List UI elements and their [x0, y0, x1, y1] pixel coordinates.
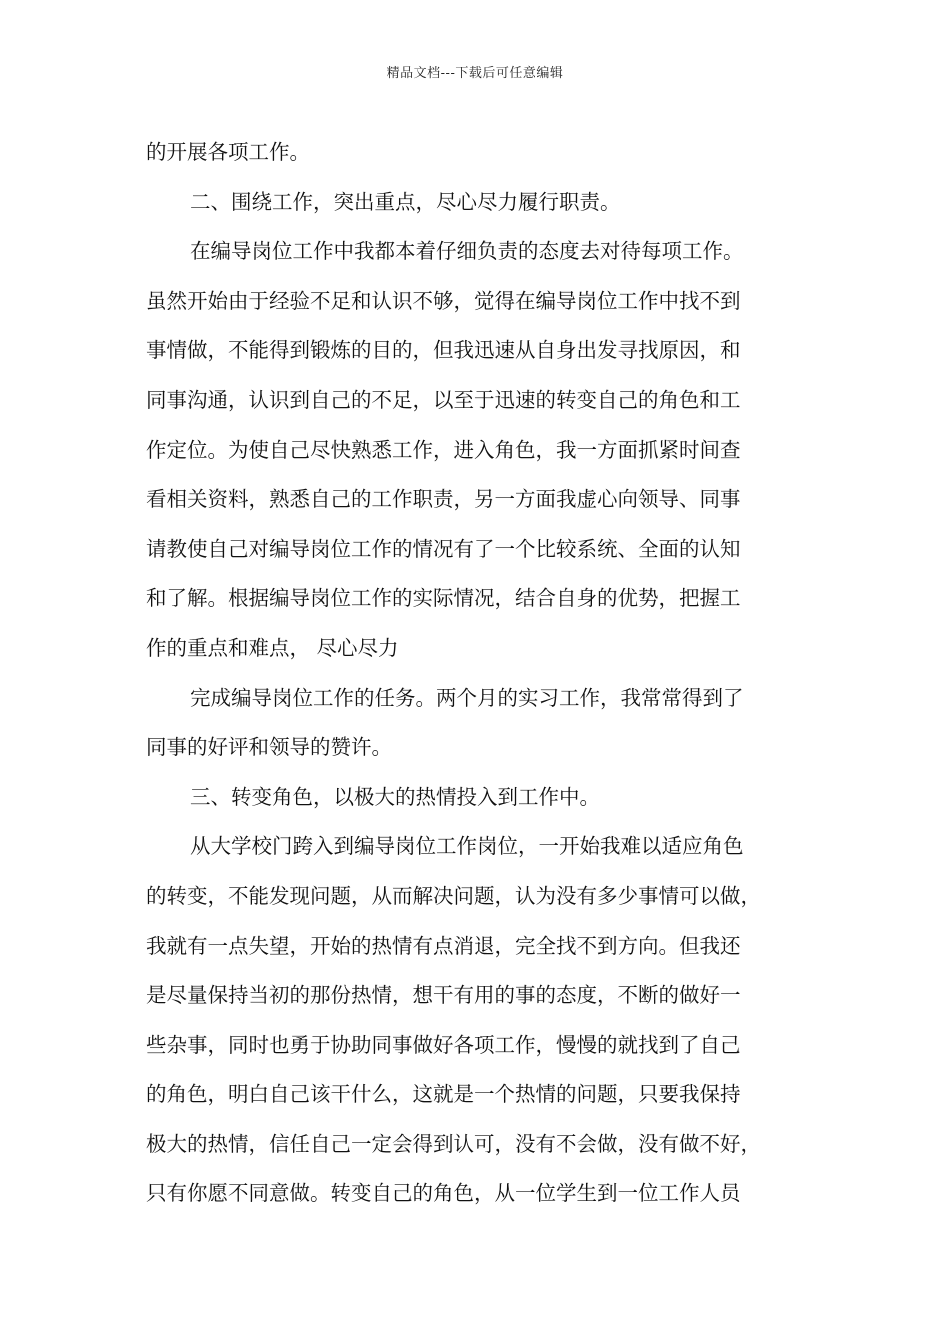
text-line: 请教使自己对编导岗位工作的情况有了一个比较系统、全面的认知 — [146, 536, 741, 561]
text-line: 我就有一点失望，开始的热情有点消退，完全找不到方向。但我还 — [146, 933, 741, 958]
document-body — [146, 128, 822, 1219]
text-line: 同事沟通，认识到自己的不足，以至于迅速的转变自己的角色和工 — [146, 387, 741, 412]
text-line: 作的重点和难点， 尽心尽力 — [146, 635, 399, 660]
text-line: 极大的热情，信任自己一定会得到认可，没有不会做，没有做不好， — [146, 1131, 761, 1156]
text-line: 只有你愿不同意做。转变自己的角色，从一位学生到一位工作人员 — [146, 1181, 741, 1206]
text-line: 同事的好评和领导的赞许。 — [146, 735, 392, 760]
text-line: 在编导岗位工作中我都本着仔细负责的态度去对待每项工作。 — [190, 239, 744, 264]
text-line: 看相关资料，熟悉自己的工作职责，另一方面我虚心向领导、同事 — [146, 487, 741, 512]
page-header: 精品文档---下载后可任意编辑 — [386, 66, 564, 81]
text-line: 是尽量保持当初的那份热情，想干有用的事的态度，不断的做好一 — [146, 983, 741, 1008]
section-heading: 三、转变角色，以极大的热情投入到工作中。 — [190, 784, 600, 809]
text-line: 虽然开始由于经验不足和认识不够，觉得在编导岗位工作中找不到 — [146, 288, 741, 313]
text-line: 作定位。为使自己尽快熟悉工作，进入角色，我一方面抓紧时间查 — [146, 437, 741, 462]
text-line: 的转变，不能发现问题，从而解决问题，认为没有多少事情可以做， — [146, 883, 761, 908]
text-line: 从大学校门跨入到编导岗位工作岗位，一开始我难以适应角色 — [190, 834, 744, 859]
section-heading: 二、围绕工作，突出重点，尽心尽力履行职责。 — [190, 189, 621, 214]
text-line: 事情做，不能得到锻炼的目的，但我迅速从自身出发寻找原因，和 — [146, 338, 741, 363]
text-line: 些杂事，同时也勇于协助同事做好各项工作，慢慢的就找到了自己 — [146, 1032, 741, 1057]
text-line: 的开展各项工作。 — [146, 140, 310, 164]
text-line: 完成编导岗位工作的任务。两个月的实习工作，我常常得到了 — [190, 685, 744, 710]
text-line: 和了解。根据编导岗位工作的实际情况，结合自身的优势，把握工 — [146, 586, 741, 611]
text-line: 的角色，明白自己该干什么，这就是一个热情的问题，只要我保持 — [146, 1082, 741, 1107]
